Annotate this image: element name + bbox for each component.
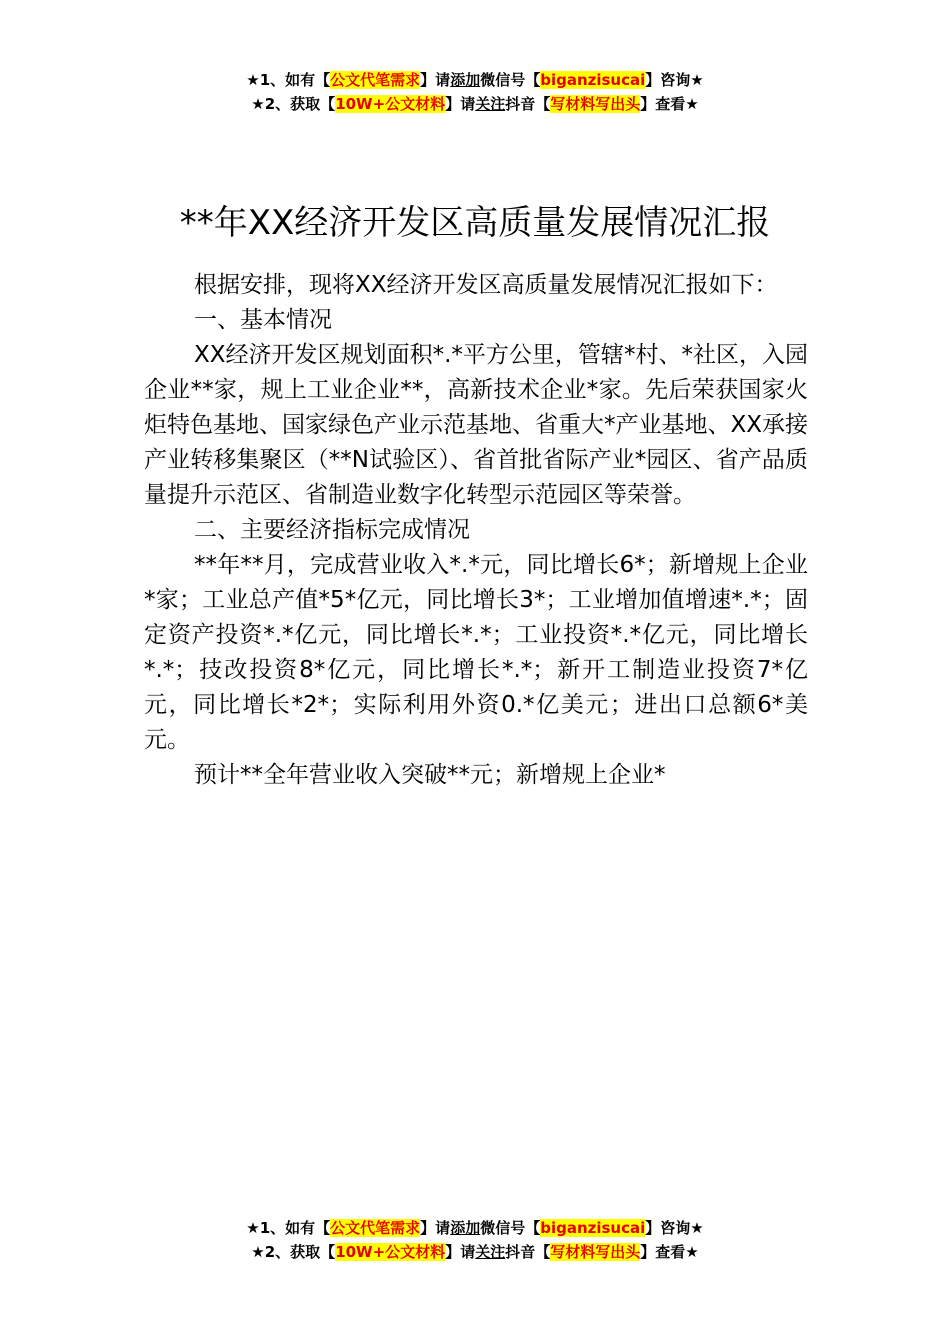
promo-text: 微信号【 — [480, 1219, 541, 1237]
promo-line-1 — [0, 68, 950, 92]
promo-text: 】咨询★ — [645, 71, 704, 89]
promo-text: ★2、获取【 — [251, 1243, 336, 1261]
promo-text: 微信号【 — [480, 71, 541, 89]
promo-highlight: 写材料写出头 — [550, 95, 641, 113]
promo-text: 】请 — [420, 71, 451, 89]
promo-line-2 — [0, 1240, 950, 1264]
promo-underline: 关注 — [475, 95, 506, 113]
promo-text: 】请 — [445, 1243, 476, 1261]
promo-text: 】咨询★ — [645, 1219, 704, 1237]
promo-line-1 — [0, 1216, 950, 1240]
promo-text: 】查看★ — [640, 95, 699, 113]
promo-text: ★1、如有【 — [246, 71, 331, 89]
promo-highlight: 公文代笔需求 — [330, 1219, 421, 1237]
promo-highlight: 写材料写出头 — [550, 1243, 641, 1261]
promo-line-2 — [0, 92, 950, 116]
promo-text: 】请 — [445, 95, 476, 113]
section-heading-indicators: 二、主要经济指标完成情况 — [194, 517, 470, 543]
section-heading-basic: 一、基本情况 — [194, 307, 332, 333]
promo-text: 】请 — [420, 1219, 451, 1237]
promo-text: 】查看★ — [640, 1243, 699, 1261]
document-title: **年XX经济开发区高质量发展情况汇报 — [179, 202, 771, 243]
promo-text: ★2、获取【 — [251, 95, 336, 113]
promo-highlight: biganzisucai — [540, 1219, 646, 1237]
promo-highlight: 10W+公文材料 — [335, 1243, 446, 1261]
promo-text: 抖音【 — [505, 95, 551, 113]
promo-footer — [0, 1216, 950, 1264]
promo-underline: 添加 — [450, 71, 481, 89]
paragraph-basic-info: XX经济开发区规划面积*.*平方公里，管辖*村、*社区，入园企业**家，规上工业企业**，高新技术企业*家。先后荣获国家火炬特色基地、国家绿色产业示范基地、省重大*产业基地、XX承接产业转移集聚区（**N试验区）、省首批省际产业*园区、省产品质量提升示范区、省制造业数字化转型示范园区等荣誉。 — [144, 342, 809, 508]
paragraph-intro: 根据安排，现将XX经济开发区高质量发展情况汇报如下： — [194, 272, 778, 298]
promo-text: 抖音【 — [505, 1243, 551, 1261]
promo-highlight: biganzisucai — [540, 71, 646, 89]
paragraph-forecast: 预计**全年营业收入突破**元；新增规上企业* — [194, 762, 666, 788]
promo-header — [0, 68, 950, 116]
promo-underline: 关注 — [475, 1243, 506, 1261]
promo-highlight: 公文代笔需求 — [330, 71, 421, 89]
document-body — [144, 268, 808, 793]
promo-highlight: 10W+公文材料 — [335, 95, 446, 113]
paragraph-indicators: **年**月，完成营业收入*.*元，同比增长6*；新增规上企业*家；工业总产值*5*亿元，同比增长3*；工业增加值增速*.*；固定资产投资*.*亿元，同比增长*.*；工业投资*.*亿元，同比增长*.*；技改投资8*亿元，同比增长*.*；新开工制造业投资7*亿元，同比增长*2*；实际利用外资0.*亿美元；进出口总额6*美元。 — [144, 552, 808, 753]
promo-text: ★1、如有【 — [246, 1219, 331, 1237]
promo-underline: 添加 — [450, 1219, 481, 1237]
